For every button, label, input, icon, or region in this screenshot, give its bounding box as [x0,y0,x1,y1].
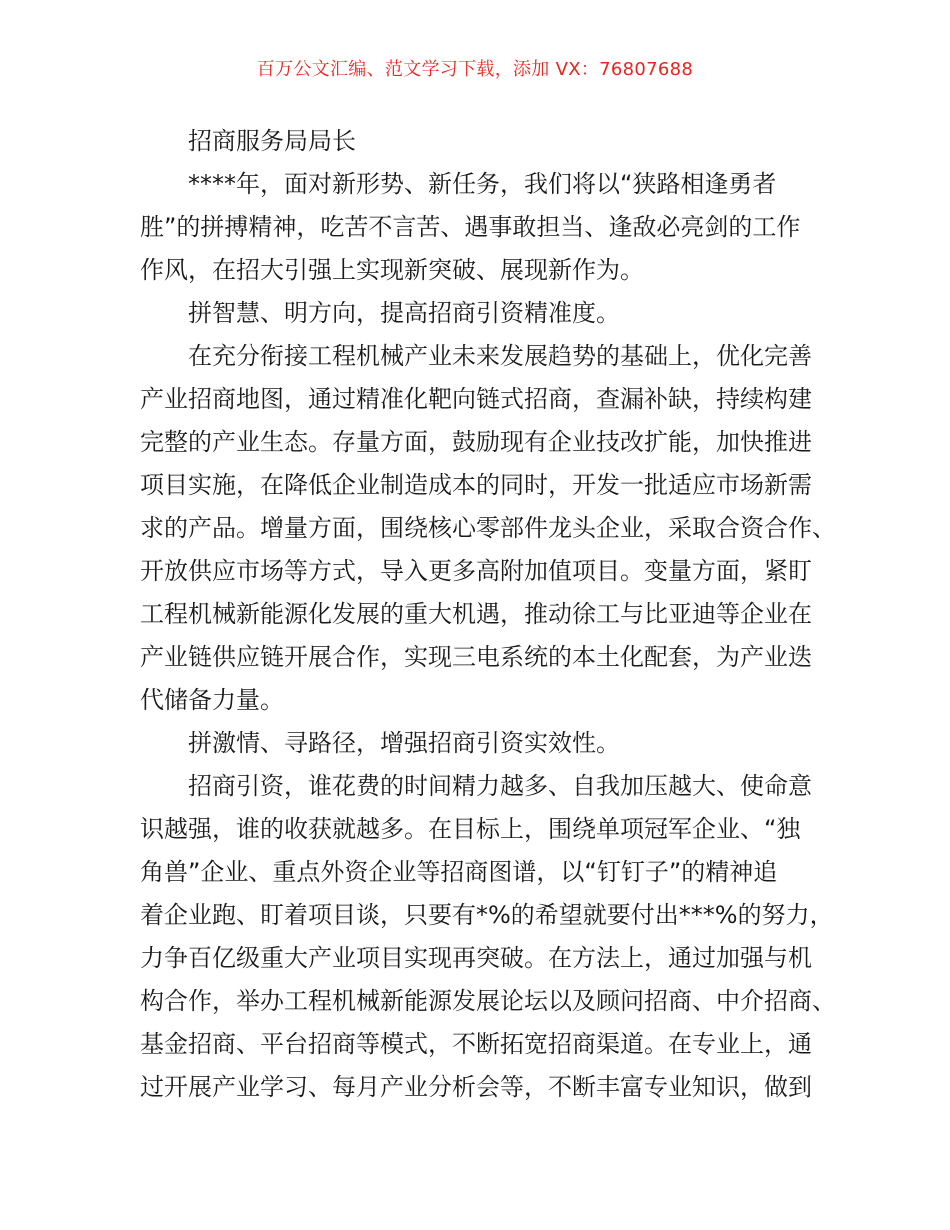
paragraph-line: 工程机械新能源化发展的重大机遇，推动徐工与比亚迪等企业在 [140,600,812,628]
paragraph-line: 完整的产业生态。存量方面，鼓励现有企业技改扩能，加快推进 [140,428,812,456]
paragraph-line: 开放供应市场等方式，导入更多高附加值项目。变量方面，紧盯 [140,557,812,585]
paragraph-line: 作风，在招大引强上实现新突破、展现新作为。 [140,256,644,284]
section-heading: 拼激情、寻路径，增强招商引资实效性。 [188,729,620,757]
header-watermark-text: 百万公文汇编、范文学习下载，添加 VX：76807688 [256,59,694,80]
paragraph-line: 胜”的拼搏精神，吃苦不言苦、遇事敢担当、逢敌必亮剑的工作 [140,213,801,241]
paragraph-line: 产业招商地图，通过精准化靶向链式招商，查漏补缺，持续构建 [140,385,812,413]
paragraph-line: 求的产品。增量方面，围绕核心零部件龙头企业，采取合资合作、 [140,514,836,542]
paragraph-line: 项目实施，在降低企业制造成本的同时，开发一批适应市场新需 [140,471,812,499]
paragraph-line: 力争百亿级重大产业项目实现再突破。在方法上，通过加强与机 [140,944,812,972]
paragraph-line: 着企业跑、盯着项目谈，只要有*%的希望就要付出***%的努力， [140,901,834,929]
section-heading: 拼智慧、明方向，提高招商引资精准度。 [188,299,620,327]
paragraph-line: 识越强，谁的收获就越多。在目标上，围绕单项冠军企业、“独 [140,815,801,843]
paragraph-line: 招商引资，谁花费的时间精力越多、自我加压越大、使命意 [188,772,812,800]
paragraph-line: 产业链供应链开展合作，实现三电系统的本土化配套，为产业迭 [140,643,812,671]
author-title: 招商服务局局长 [188,127,356,155]
paragraph-line: ****年，面对新形势、新任务，我们将以“狭路相逢勇者 [188,170,777,198]
paragraph-line: 过开展产业学习、每月产业分析会等，不断丰富专业知识，做到 [140,1073,812,1101]
paragraph-line: 在充分衔接工程机械产业未来发展趋势的基础上，优化完善 [188,342,812,370]
paragraph-line: 构合作，举办工程机械新能源发展论坛以及顾问招商、中介招商、 [140,987,836,1015]
paragraph-line: 代储备力量。 [140,686,284,714]
paragraph-line: 基金招商、平台招商等模式，不断拓宽招商渠道。在专业上，通 [140,1030,812,1058]
paragraph-line: 角兽”企业、重点外资企业等招商图谱，以“钉钉子”的精神追 [140,858,778,886]
